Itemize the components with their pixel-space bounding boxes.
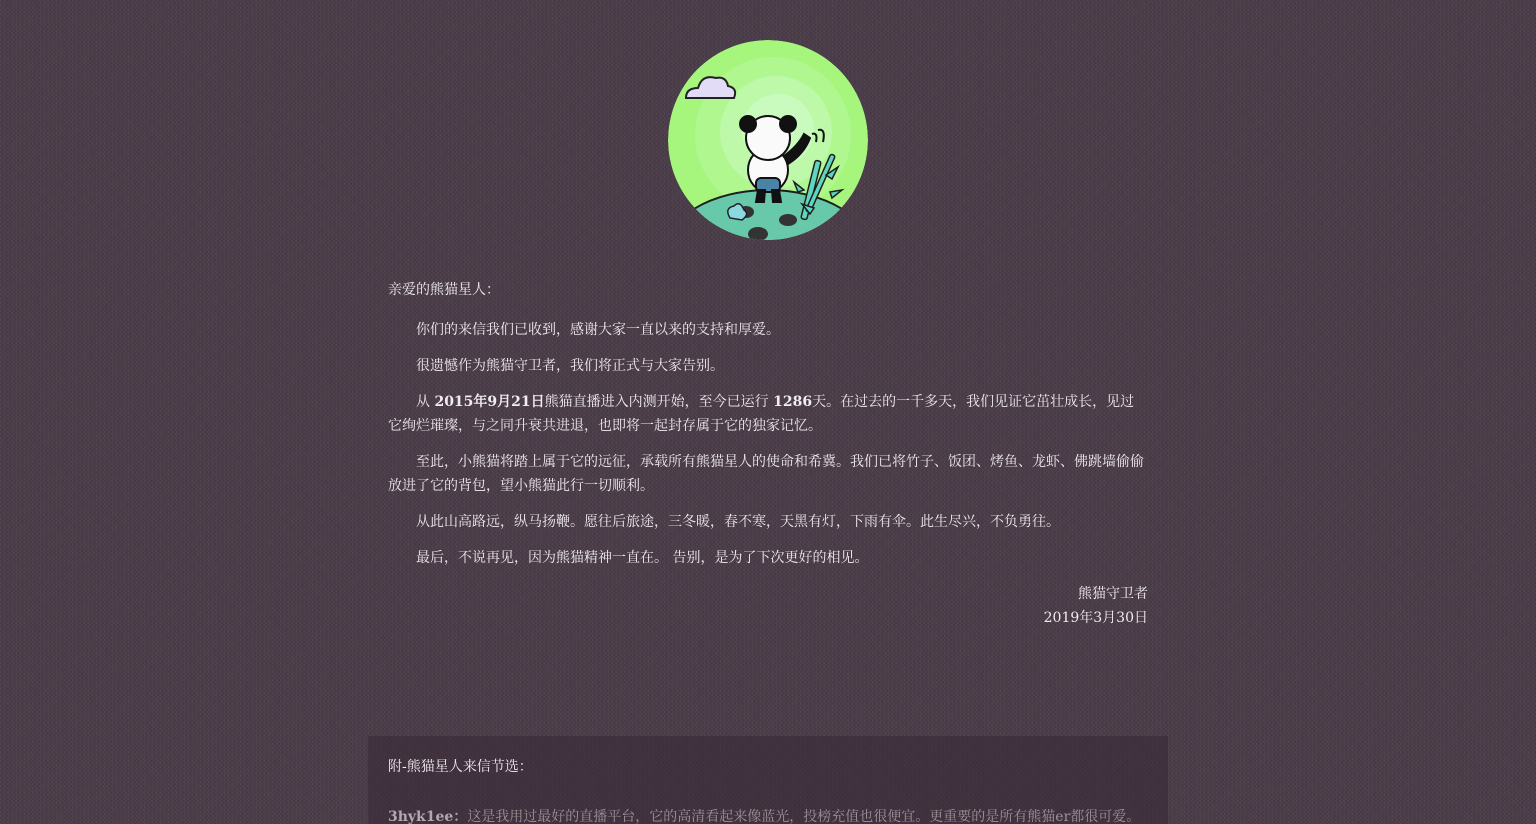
- launch-date: 2015年9月21日: [434, 394, 545, 410]
- letter-paragraph-1: 你们的来信我们已收到，感谢大家一直以来的支持和厚爱。: [416, 322, 780, 338]
- letter-paragraph-3: [388, 390, 1148, 438]
- farewell-letter: [388, 278, 1148, 630]
- letter-paragraph-2: 很遗憾作为熊猫守卫者，我们将正式与大家告别。: [416, 358, 724, 374]
- letter-greeting: 亲爱的熊猫星人：: [388, 282, 500, 298]
- letter-signature: [388, 582, 1148, 630]
- p3-prefix: 从: [416, 394, 435, 410]
- signature-date: 2019年3月30日: [1043, 610, 1148, 626]
- quote-author: 3hyk1ee：: [388, 809, 468, 824]
- appendix-title: 附-熊猫星人来信节选：: [388, 759, 533, 775]
- letter-paragraph-5: 从此山高路远，纵马扬鞭。愿往后旅途，三冬暖，春不寒，天黑有灯，下雨有伞。此生尽兴，不负勇往。: [416, 514, 1060, 530]
- panda-avatar: [668, 40, 868, 240]
- days-count: 1286: [773, 394, 813, 410]
- quote-text: 这是我用过最好的直播平台，它的高清看起来像蓝光，投榜充值也很便宜。更重要的是所有熊猫er都很可爱。: [467, 809, 1141, 824]
- p3-suffix: 天。在过去的一千多天，我们见证它茁壮成长，见过它绚烂璀璨，与之同升衰共进退，也即将一起封存属于它的独家记忆。: [388, 394, 1135, 434]
- letter-paragraph-6: 最后，不说再见，因为熊猫精神一直在。 告别，是为了下次更好的相见。: [416, 550, 869, 566]
- panda-on-planet-icon: [668, 40, 868, 240]
- appendix-quote: [388, 806, 1158, 824]
- letter-paragraph-4: 至此，小熊猫将踏上属于它的远征，承载所有熊猫星人的使命和希冀。我们已将竹子、饭团、烤鱼、龙虾、佛跳墙偷偷放进了它的背包，望小熊猫此行一切顺利。: [388, 454, 1144, 494]
- signer-name: 熊猫守卫者: [1078, 586, 1148, 602]
- appendix-panel: [368, 736, 1168, 824]
- p3-middle: 熊猫直播进入内测开始，至今已运行: [544, 394, 774, 410]
